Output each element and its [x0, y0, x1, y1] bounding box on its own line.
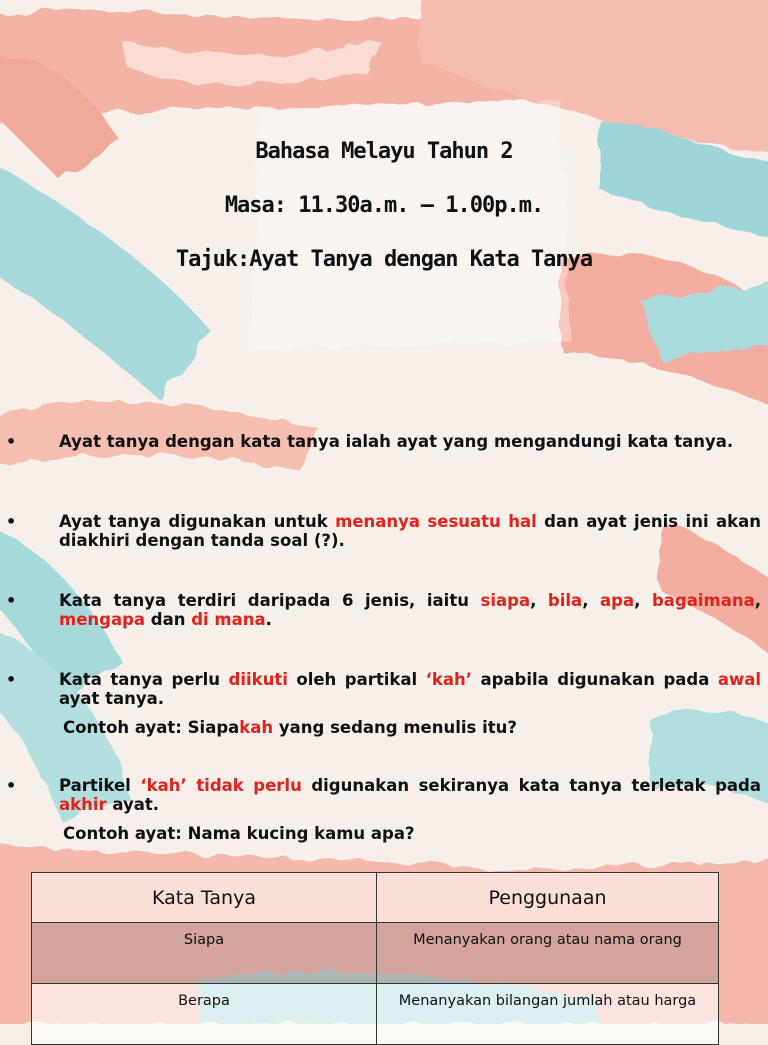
text-segment: Ayat tanya dengan kata tanya ialah ayat yang mengandungi kata tanya.: [59, 432, 734, 451]
highlighted-text: menanya sesuatu hal: [335, 512, 537, 531]
text-segment: ,: [634, 591, 652, 610]
highlighted-text: diikuti: [228, 670, 288, 689]
highlighted-text: bagaimana: [651, 591, 755, 610]
lesson-title: Bahasa Melayu Tahun 2: [255, 139, 513, 164]
text-segment: .: [265, 610, 272, 629]
column-header-kata-tanya: Kata Tanya: [32, 873, 377, 923]
table-cell: Berapa: [32, 984, 377, 1045]
table-row: [32, 923, 719, 984]
bullet-text: [59, 591, 761, 629]
bullet-text: [59, 512, 761, 550]
text-segment: ayat.: [106, 795, 160, 814]
text-segment: ,: [754, 591, 761, 610]
text-segment: dan ayat jenis ini akan diakhiri dengan tanda soal (?).: [59, 512, 761, 550]
example-sentence: [63, 718, 763, 738]
bullet-marker: •: [6, 591, 17, 610]
highlighted-text: bila: [547, 591, 583, 610]
highlighted-text: ‘kah’ tidak perlu: [140, 776, 302, 795]
bullet-text: [59, 432, 761, 451]
highlighted-text: mengapa: [59, 610, 146, 629]
text-segment: Contoh ayat: Siapa: [63, 718, 240, 737]
text-segment: digunakan sekiranya kata tanya terletak pada: [301, 776, 761, 795]
bullet-marker: •: [6, 512, 17, 531]
table-cell: Siapa: [32, 923, 377, 984]
text-segment: ayat tanya.: [59, 689, 165, 708]
bullet-text: [59, 670, 761, 708]
column-header-penggunaan: Penggunaan: [377, 873, 719, 923]
bullet-text: [59, 776, 761, 814]
table-cell: Menanyakan orang atau nama orang: [377, 923, 719, 984]
table-header-row: [32, 873, 719, 923]
text-segment: Kata tanya terdiri daripada 6 jenis, iaitu: [59, 591, 481, 610]
bullet-marker: •: [6, 776, 17, 795]
table-row: [32, 984, 719, 1045]
lesson-topic: Tajuk:Ayat Tanya dengan Kata Tanya: [175, 247, 593, 272]
highlighted-text: kah: [239, 718, 274, 737]
text-segment: apabila digunakan pada: [472, 670, 718, 689]
kata-tanya-table: [31, 872, 719, 1045]
example-sentence: [63, 824, 763, 844]
slide-header: [0, 128, 768, 290]
text-segment: Contoh ayat: Nama kucing kamu apa?: [63, 824, 415, 843]
text-segment: yang sedang menulis itu?: [273, 718, 517, 737]
bullet-marker: •: [6, 670, 17, 689]
text-segment: Ayat tanya digunakan untuk: [59, 512, 336, 531]
highlighted-text: apa: [600, 591, 635, 610]
table-cell: Menanyakan bilangan jumlah atau harga: [377, 984, 719, 1045]
text-segment: ,: [582, 591, 601, 610]
text-segment: dan: [145, 610, 192, 629]
text-segment: Partikel: [59, 776, 141, 795]
text-segment: ,: [530, 591, 548, 610]
highlighted-text: siapa: [480, 591, 531, 610]
highlighted-text: ‘kah’: [425, 670, 473, 689]
highlighted-text: di mana: [191, 610, 266, 629]
text-segment: oleh partikal: [287, 670, 426, 689]
text-segment: Kata tanya perlu: [59, 670, 229, 689]
lesson-time: Masa: 11.30a.m. – 1.00p.m.: [224, 193, 544, 218]
highlighted-text: awal: [717, 670, 762, 689]
bullet-marker: •: [6, 432, 17, 451]
highlighted-text: akhir: [59, 795, 107, 814]
